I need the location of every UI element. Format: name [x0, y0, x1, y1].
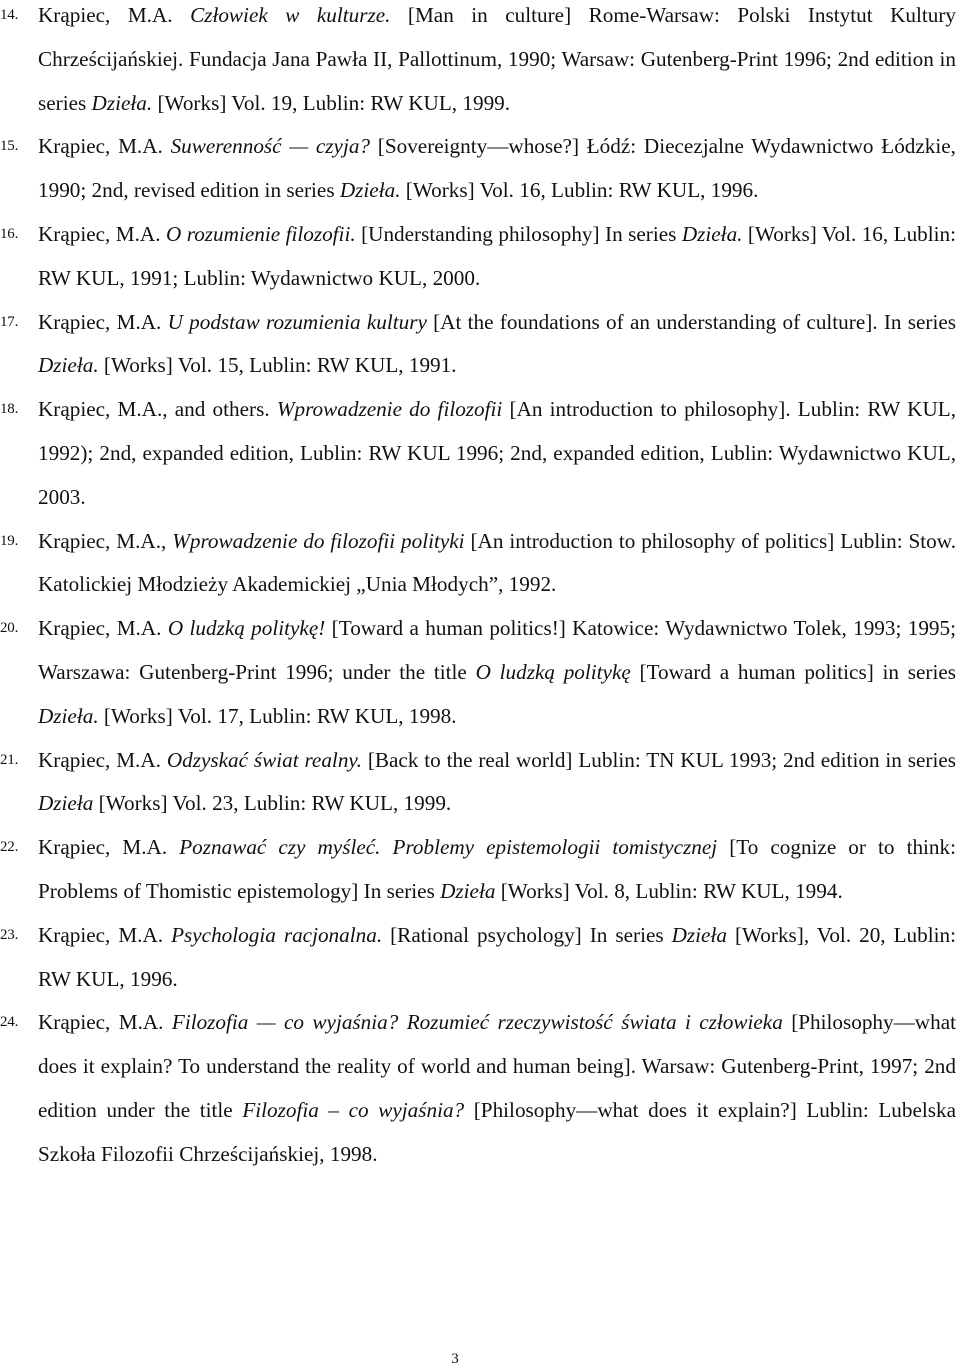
reference-text: [At the foundations of an understanding of culture]. In series	[426, 309, 956, 334]
reference-text: [Works] Vol. 15, Lublin: RW KUL, 1991.	[98, 353, 457, 378]
reference-title-italic: Odzyskać świat realny.	[166, 747, 362, 772]
reference-item	[0, 520, 960, 608]
reference-number: 17.	[0, 313, 19, 330]
reference-title-italic: O rozumienie filozofii.	[166, 221, 356, 246]
reference-item	[0, 213, 960, 301]
reference-number: 15.	[0, 138, 19, 155]
reference-title-italic: Psychologia racjonalna.	[171, 922, 383, 947]
reference-text: [Man in culture] Rome-Warsaw: Polski Instytut Kultury Chrześcijańskiej. Fundacja Jana Pawła II, Pallottinum, 1990; Warsaw: Gutenberg-Print 1996; 2nd edition in series	[38, 3, 956, 115]
reference-item	[0, 0, 960, 125]
reference-text: Krąpiec, M.A.	[38, 134, 171, 159]
reference-text: Krąpiec, M.A.	[38, 747, 167, 772]
reference-text: [Philosophy—what does it explain? To understand the reality of world and human being]. Warsaw: Gutenberg-Print, 1997; 2nd edition under the title	[38, 1010, 956, 1122]
reference-item	[0, 914, 960, 1002]
reference-title-italic: U podstaw rozumienia kultury	[167, 309, 427, 334]
reference-item	[0, 607, 960, 738]
reference-text: Krąpiec, M.A., and others.	[38, 397, 277, 422]
reference-text: [An introduction to philosophy]. Lublin: RW KUL, 1992); 2nd, expanded edition, Lublin: RW KUL 1996; 2nd, expanded edition, Lublin: Wydawnictwo KUL, 2003.	[38, 397, 957, 509]
reference-text: [Works] Vol. 8, Lublin: RW KUL, 1994.	[495, 878, 843, 903]
reference-text: Krąpiec, M.A.	[38, 309, 168, 334]
reference-title-italic: Dzieła.	[681, 221, 743, 246]
reference-number: 23.	[0, 926, 19, 943]
page-number: 3	[451, 1351, 459, 1367]
reference-number: 21.	[0, 751, 19, 768]
reference-number: 19.	[0, 532, 19, 549]
reference-title-italic: Poznawać czy myśleć. Problemy epistemologii tomistycznej	[179, 835, 718, 860]
reference-number: 18.	[0, 401, 19, 418]
reference-text: [Works] Vol. 16, Lublin: RW KUL, 1991; Lublin: Wydawnictwo KUL, 2000.	[38, 221, 957, 290]
reference-text: Krąpiec, M.A.	[38, 3, 191, 27]
reference-item	[0, 1001, 960, 1176]
reference-title-italic: Dzieła	[38, 791, 94, 816]
reference-title-italic: O ludzką politykę!	[167, 616, 326, 641]
reference-title-italic: Suwerenność — czyja?	[170, 134, 371, 159]
reference-number: 24.	[0, 1014, 19, 1031]
reference-text: Krąpiec, M.A.	[38, 221, 166, 246]
reference-text: Krąpiec, M.A.	[38, 1010, 172, 1035]
reference-text: [Toward a human politics!] Katowice: Wydawnictwo Tolek, 1993; 1995; Warszawa: Gutenberg-Print 1996; under the title	[38, 616, 957, 684]
reference-title-italic: Dzieła.	[91, 90, 153, 115]
reference-text: [Toward a human politics] in series	[630, 659, 956, 684]
reference-text: Krąpiec, M.A.	[38, 616, 168, 641]
reference-title-italic: Filozofia – co wyjaśnia?	[242, 1097, 465, 1122]
reference-text: [Sovereignty—whose?] Łódź: Diecezjalne Wydawnictwo Łódzkie, 1990; 2nd, revised edition in series	[38, 134, 956, 203]
reference-text: [Works] Vol. 17, Lublin: RW KUL, 1998.	[98, 703, 457, 728]
reference-title-italic: Dzieła	[440, 878, 496, 903]
reference-text: [An introduction to philosophy of politics] Lublin: Stow. Katolickiej Młodzieży Akademickiej „Unia Młodych”, 1992.	[38, 528, 956, 597]
reference-text: [Works] Vol. 16, Lublin: RW KUL, 1996.	[400, 178, 759, 203]
reference-text: [Rational psychology] In series	[382, 922, 672, 947]
reference-title-italic: Wprowadzenie do filozofii polityki	[172, 528, 465, 553]
reference-item	[0, 301, 960, 389]
reference-title-italic: O ludzką politykę	[475, 659, 631, 684]
reference-title-italic: Wprowadzenie do filozofii	[276, 397, 503, 422]
reference-title-italic: Dzieła.	[339, 178, 401, 203]
reference-text: [Works] Vol. 19, Lublin: RW KUL, 1999.	[152, 90, 511, 115]
reference-item	[0, 826, 960, 914]
reference-number: 20.	[0, 620, 19, 637]
reference-title-italic: Człowiek w kulturze.	[190, 3, 391, 27]
reference-number: 14.	[0, 7, 19, 23]
reference-text: Krąpiec, M.A.	[38, 922, 172, 947]
reference-text: [Works] Vol. 23, Lublin: RW KUL, 1999.	[93, 791, 452, 816]
reference-title-italic: Filozofia — co wyjaśnia? Rozumieć rzeczywistość świata i człowieka	[171, 1010, 783, 1035]
reference-number: 16.	[0, 225, 19, 242]
reference-item	[0, 125, 960, 213]
reference-text: [Works], Vol. 20, Lublin: RW KUL, 1996.	[38, 922, 956, 991]
reference-text: [Philosophy—what does it explain?] Lublin: Lubelska Szkoła Filozofii Chrześcijańskiej, 1998.	[38, 1097, 956, 1166]
reference-item	[0, 739, 960, 827]
reference-item	[0, 388, 960, 519]
reference-title-italic: Dzieła.	[38, 353, 99, 378]
reference-text: [Back to the real world] Lublin: TN KUL 1993; 2nd edition in series	[361, 747, 956, 772]
reference-title-italic: Dzieła	[671, 922, 727, 947]
reference-text: [To cognize or to think: Problems of Thomistic epistemology] In series	[38, 835, 957, 903]
reference-text: Krąpiec, M.A.,	[38, 528, 173, 553]
reference-number: 22.	[0, 839, 19, 856]
reference-title-italic: Dzieła.	[38, 703, 99, 728]
reference-text: Krąpiec, M.A.	[38, 835, 180, 860]
reference-text: [Understanding philosophy] In series	[355, 221, 682, 246]
